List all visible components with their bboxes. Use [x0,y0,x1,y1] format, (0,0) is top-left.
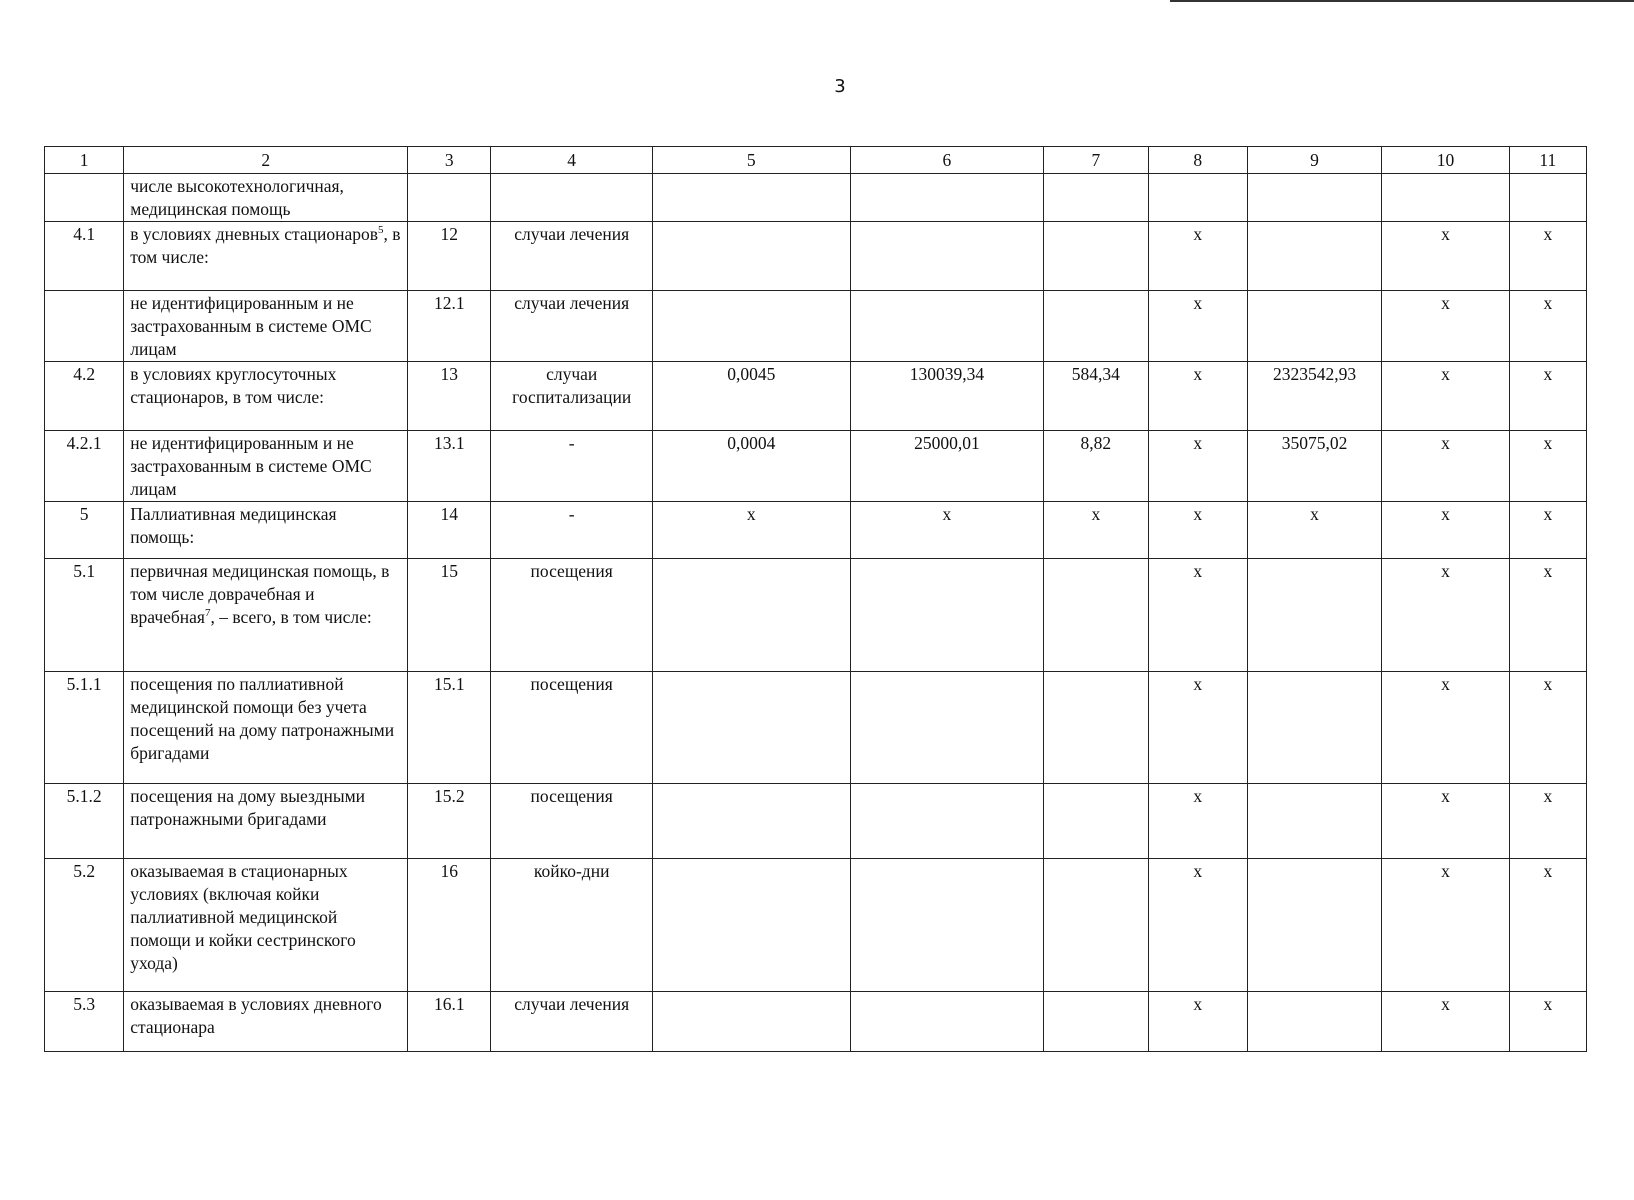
row-name-text: в условиях круглосуточных стационаров, в том числе: [130,364,337,407]
col8-value: х [1148,502,1247,559]
col-header: 4 [491,147,653,174]
col5-value [652,222,850,291]
row-code: 16.1 [408,992,491,1052]
row-name-text: не идентифицированным и не застрахованным в системе ОМС лицам [130,293,372,359]
col8-value: х [1148,362,1247,431]
table-row [45,784,1587,859]
table-row [45,291,1587,362]
col-header: 5 [652,147,850,174]
table-row [45,672,1587,784]
row-unit: случаи госпитализации [491,362,653,431]
col11-value: х [1509,992,1586,1052]
row-name-text: посещения по паллиативной медицинской помощи без учета посещений на дому патронажными бригадами [130,674,395,763]
row-number: 5.1.2 [45,784,124,859]
row-code: 12.1 [408,291,491,362]
row-name [124,992,408,1052]
col5-value: 0,0045 [652,362,850,431]
row-name-text: в условиях дневных стационаров [130,224,379,244]
row-number: 4.1 [45,222,124,291]
col7-value [1044,174,1148,222]
col9-value: х [1247,502,1381,559]
table-row [45,859,1587,992]
col10-value: х [1382,559,1509,672]
col11-value: х [1509,431,1586,502]
row-code: 15.1 [408,672,491,784]
col6-value [850,859,1044,992]
row-code: 13 [408,362,491,431]
row-number: 4.2.1 [45,431,124,502]
row-number: 4.2 [45,362,124,431]
row-number: 5 [45,502,124,559]
col11-value: х [1509,672,1586,784]
row-unit: посещения [491,559,653,672]
col9-value [1247,559,1381,672]
row-name [124,174,408,222]
col7-value [1044,859,1148,992]
col9-value: 2323542,93 [1247,362,1381,431]
col-header: 8 [1148,147,1247,174]
row-name-text: первичная медицинская помощь, в том числе доврачебная и врачебная [130,561,390,627]
row-name [124,222,408,291]
col7-value: х [1044,502,1148,559]
col6-value [850,672,1044,784]
col7-value [1044,784,1148,859]
top-rule [1170,0,1634,2]
col11-value [1509,174,1586,222]
col7-value: 584,34 [1044,362,1148,431]
row-name [124,859,408,992]
row-unit: посещения [491,672,653,784]
row-unit: - [491,502,653,559]
col9-value [1247,291,1381,362]
col-header: 7 [1044,147,1148,174]
col10-value: х [1382,502,1509,559]
col-header: 6 [850,147,1044,174]
row-name [124,672,408,784]
col11-value: х [1509,222,1586,291]
col-header: 1 [45,147,124,174]
table-row [45,362,1587,431]
col8-value: х [1148,784,1247,859]
col10-value: х [1382,992,1509,1052]
row-unit [491,174,653,222]
col6-value [850,992,1044,1052]
row-name [124,431,408,502]
row-name [124,502,408,559]
row-unit: случаи лечения [491,222,653,291]
col6-value [850,291,1044,362]
row-unit: случаи лечения [491,992,653,1052]
col5-value [652,559,850,672]
col9-value: 35075,02 [1247,431,1381,502]
col6-value: 25000,01 [850,431,1044,502]
col-header: 2 [124,147,408,174]
row-name-tail: , – всего, в том числе: [210,607,372,627]
row-code: 14 [408,502,491,559]
col11-value: х [1509,502,1586,559]
row-unit: случаи лечения [491,291,653,362]
col10-value: х [1382,291,1509,362]
col5-value [652,672,850,784]
col11-value: х [1509,362,1586,431]
col6-value [850,559,1044,672]
col5-value [652,859,850,992]
col-header: 9 [1247,147,1381,174]
col-header: 3 [408,147,491,174]
col5-value [652,992,850,1052]
col10-value [1382,174,1509,222]
row-name-text: посещения на дому выездными патронажными бригадами [130,786,366,829]
row-name [124,362,408,431]
col7-value [1044,222,1148,291]
col8-value [1148,174,1247,222]
col7-value [1044,672,1148,784]
row-name-text: числе высокотехнологичная, медицинская помощь [130,176,344,219]
col8-value: х [1148,559,1247,672]
row-unit: - [491,431,653,502]
row-code: 15.2 [408,784,491,859]
col8-value: х [1148,431,1247,502]
header-row [45,147,1587,174]
table-row [45,222,1587,291]
col9-value [1247,859,1381,992]
col7-value [1044,291,1148,362]
col10-value: х [1382,222,1509,291]
col5-value [652,784,850,859]
row-code [408,174,491,222]
col8-value: х [1148,859,1247,992]
col5-value: 0,0004 [652,431,850,502]
table-row [45,174,1587,222]
row-name-text: Паллиативная медицинская помощь: [130,504,337,547]
row-name [124,559,408,672]
col10-value: х [1382,784,1509,859]
row-code: 13.1 [408,431,491,502]
col6-value: 130039,34 [850,362,1044,431]
row-unit: посещения [491,784,653,859]
col5-value [652,174,850,222]
row-number: 5.2 [45,859,124,992]
row-name-tail: , в том числе: [130,224,401,267]
row-number: 5.1 [45,559,124,672]
row-unit: койко-дни [491,859,653,992]
col9-value [1247,992,1381,1052]
col8-value: х [1148,222,1247,291]
row-number [45,291,124,362]
col8-value: х [1148,992,1247,1052]
col8-value: х [1148,672,1247,784]
footnote-marker: 7 [204,607,211,620]
col9-value [1247,222,1381,291]
table-row [45,992,1587,1052]
footnote-marker: 5 [378,224,384,237]
col9-value [1247,672,1381,784]
col11-value: х [1509,559,1586,672]
col6-value [850,222,1044,291]
col8-value: х [1148,291,1247,362]
table-row [45,559,1587,672]
data-table [44,146,1587,1052]
col6-value: х [850,502,1044,559]
row-name-text: оказываемая в стационарных условиях (включая койки паллиативной медицинской помощи и койки сестринского ухода) [130,861,356,973]
col11-value: х [1509,291,1586,362]
col7-value: 8,82 [1044,431,1148,502]
col5-value [652,291,850,362]
col5-value: х [652,502,850,559]
row-number [45,174,124,222]
col10-value: х [1382,362,1509,431]
col6-value [850,174,1044,222]
col6-value [850,784,1044,859]
col10-value: х [1382,672,1509,784]
col10-value: х [1382,431,1509,502]
table-row [45,431,1587,502]
col10-value: х [1382,859,1509,992]
row-code: 16 [408,859,491,992]
col11-value: х [1509,859,1586,992]
col7-value [1044,559,1148,672]
col-header: 11 [1509,147,1586,174]
page-number: 3 [834,76,846,97]
col7-value [1044,992,1148,1052]
row-code: 15 [408,559,491,672]
row-name-text: оказываемая в условиях дневного стационара [130,994,382,1037]
col-header: 10 [1382,147,1509,174]
row-number: 5.3 [45,992,124,1052]
row-number: 5.1.1 [45,672,124,784]
col11-value: х [1509,784,1586,859]
row-code: 12 [408,222,491,291]
table-row [45,502,1587,559]
col9-value [1247,174,1381,222]
row-name-text: не идентифицированным и не застрахованным в системе ОМС лицам [130,433,372,499]
row-name [124,291,408,362]
col9-value [1247,784,1381,859]
row-name [124,784,408,859]
